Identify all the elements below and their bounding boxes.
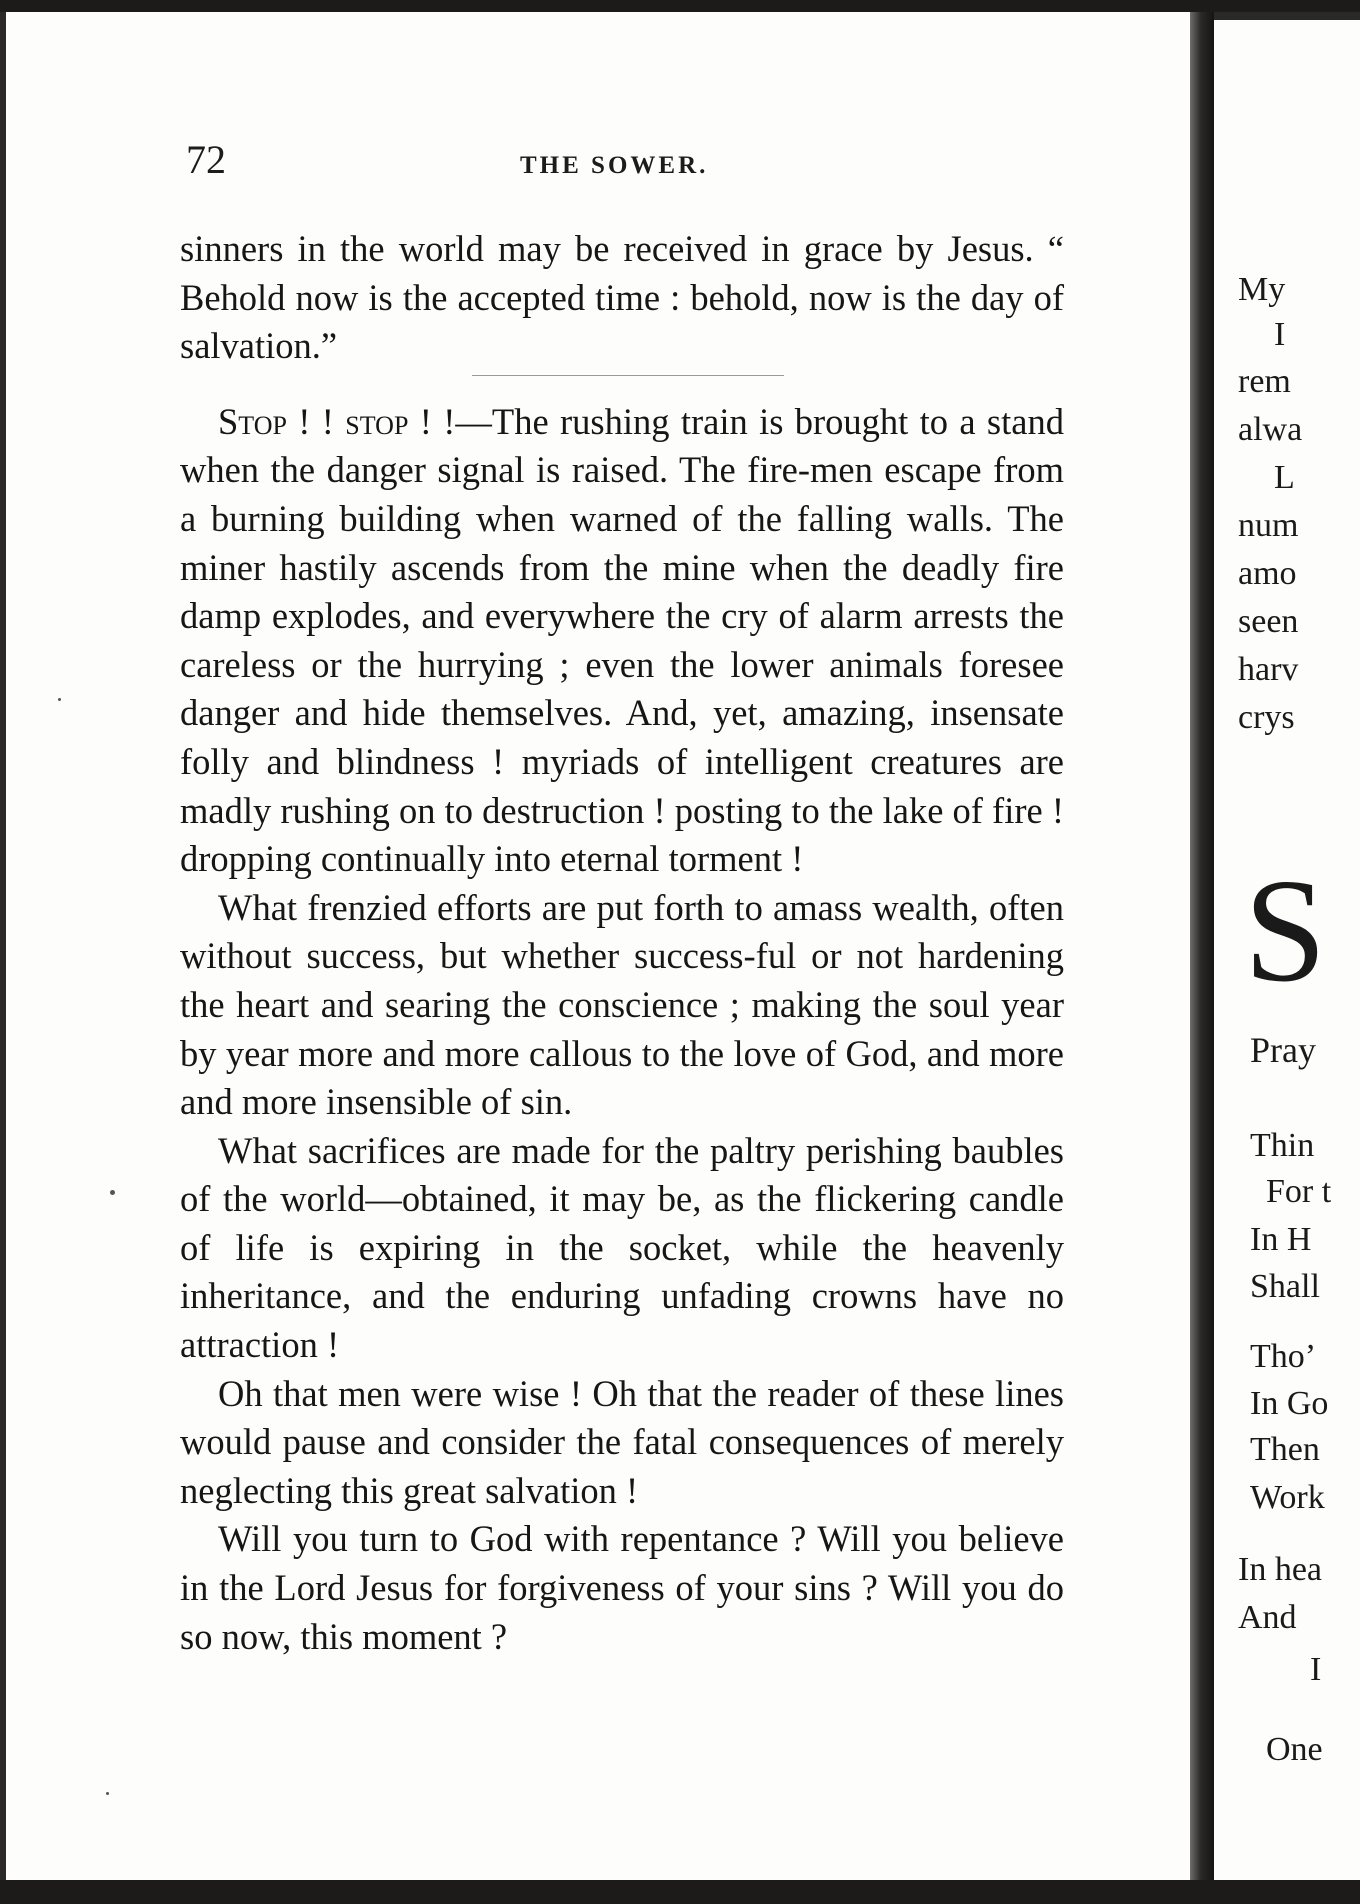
facing-page — [1214, 20, 1360, 1882]
article-paragraph: Will you turn to God with repentance ? Will you believe in the Lord Jesus for forgiveness of your sins ? Will you do so now, this moment ? — [180, 1518, 1064, 1657]
facing-line: harv — [1238, 651, 1299, 688]
verse-line: In H — [1250, 1221, 1312, 1258]
facing-line: seen — [1238, 603, 1299, 640]
drop-cap: S — [1244, 849, 1327, 1013]
article-paragraph: What frenzied efforts are put forth to amass wealth, often without success, but whether success-ful or not hardening the heart and searing the conscience ; making the soul year by year more and more callous to the love of God, and more and more insensible of sin. — [180, 886, 1064, 1123]
article-lead: Stop ! ! stop ! ! — [218, 400, 456, 442]
scan-speck — [106, 1792, 109, 1795]
facing-subtitle: Pray — [1250, 1030, 1316, 1070]
article-paragraph: Oh that men were wise ! Oh that the reader of these lines would pause and consider the fatal consequences of merely neglecting this great salvation ! — [180, 1372, 1064, 1511]
verse-line: Shall — [1250, 1268, 1320, 1305]
verse-line: And — [1238, 1599, 1297, 1636]
article-paragraph: What sacrifices are made for the paltry perishing baubles of the world—obtained, it may be, as the flickering candle of life is expiring in the socket, while the heavenly inheritance, and the enduring unfading crowns have no attraction ! — [180, 1129, 1064, 1366]
left-page — [6, 12, 1190, 1882]
facing-line: I — [1274, 316, 1286, 353]
page-number: 72 — [186, 137, 226, 182]
verse-line: Thin — [1250, 1127, 1315, 1164]
book-gutter — [1190, 12, 1214, 1882]
running-head: THE SOWER. — [520, 152, 709, 179]
facing-line: alwa — [1238, 411, 1303, 448]
verse-line: In Go — [1250, 1385, 1329, 1422]
page-body — [180, 225, 1064, 1661]
scan-bottom-edge — [0, 1880, 1360, 1904]
facing-line: amo — [1238, 555, 1297, 592]
article-first-text: —The rushing train is brought to a stand when the danger signal is raised. The fire-men escape from a burning building when warned of the falling walls. The miner hastily ascends from the mine when the deadly fire damp explodes, and everywhere the cry of alarm arrests the careless or the hurrying ; even the lower animals foresee danger and hide themselves. And, yet, amazing, insensate folly and blindness ! myriads of intelligent creatures are madly rushing on to destruction ! posting to the lake of fire ! dropping continually into eternal torment ! — [180, 400, 1064, 880]
article-first-paragraph — [180, 398, 1064, 884]
verse-line: For t — [1266, 1173, 1332, 1210]
scan-top-edge — [0, 0, 1360, 12]
verse-line: Tho’ — [1250, 1338, 1317, 1375]
section-divider — [472, 375, 784, 376]
facing-line: crys — [1238, 699, 1295, 736]
verse-line: Work — [1250, 1479, 1325, 1516]
facing-line: rem — [1238, 363, 1291, 400]
verse-line: In hea — [1238, 1551, 1323, 1588]
verse-line: One — [1266, 1731, 1323, 1768]
verse-line: I — [1310, 1651, 1322, 1688]
intro-paragraph: sinners in the world may be received in grace by Jesus. “ Behold now is the accepted time : behold, now is the day of salvation.” — [180, 228, 1064, 367]
facing-line: My — [1238, 271, 1286, 308]
facing-line: L — [1274, 459, 1295, 496]
scan-speck — [58, 698, 61, 701]
verse-line: Then — [1250, 1431, 1320, 1468]
facing-line: num — [1238, 507, 1299, 544]
scan-speck — [110, 1190, 115, 1195]
